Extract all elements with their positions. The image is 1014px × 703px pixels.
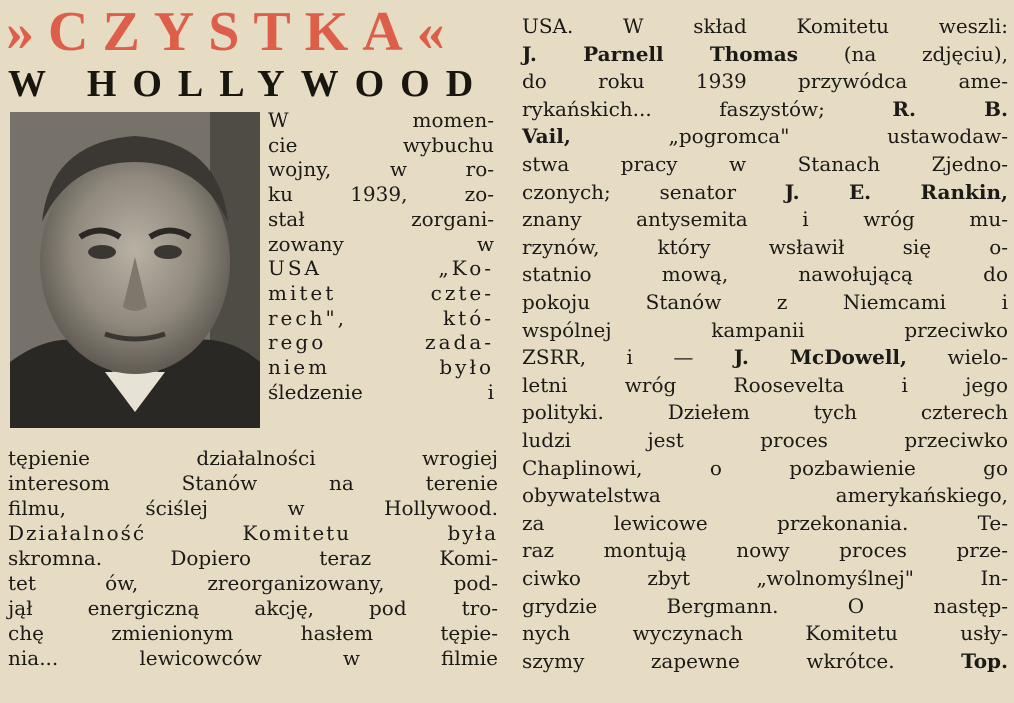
text-segment: letni wróg Roosevelta i jego bbox=[522, 372, 1008, 397]
subheadline: W HOLLYWOOD bbox=[8, 63, 490, 105]
left-line: nia... lewicowców w filmie bbox=[8, 646, 498, 670]
text-segment: szymy zapewne wkrótce. bbox=[522, 648, 962, 673]
text-segment: polityki. Dziełem tych czterech bbox=[522, 400, 1008, 425]
text-segment: obywatelstwa amerykańskiego, bbox=[522, 483, 1008, 508]
right-line bbox=[522, 621, 1008, 645]
right-line bbox=[522, 152, 1008, 176]
right-line bbox=[522, 566, 1008, 590]
text-segment: wspólnej kampanii przeciwko bbox=[522, 317, 1008, 342]
text-segment: raz montują nowy proces prze- bbox=[522, 538, 1008, 563]
text-segment: Chaplinowi, o pozbawienie go bbox=[522, 455, 1008, 480]
text-segment: rzynów, który wsławił się o- bbox=[522, 234, 1008, 259]
narrow-line: wojny, w ro- bbox=[268, 157, 494, 182]
right-line bbox=[522, 97, 1008, 121]
left-line: Działalność Komitetu była bbox=[8, 521, 498, 545]
narrow-line: zowany w bbox=[268, 231, 494, 256]
text-segment: (na zdjęciu), bbox=[798, 41, 1008, 66]
right-line bbox=[522, 345, 1008, 369]
right-line bbox=[522, 290, 1008, 314]
text-segment: USA. W skład Komitetu weszli: bbox=[522, 14, 1008, 38]
narrow-line: cie wybuchu bbox=[268, 132, 494, 157]
text-segment: ciwko zbyt „wolnomyślnej" In- bbox=[522, 566, 1008, 590]
right-line bbox=[522, 180, 1008, 204]
text-segment: statnio mową, nawołującą do bbox=[522, 262, 1008, 287]
right-line bbox=[522, 428, 1008, 452]
text-segment: nych wyczynach Komitetu usły- bbox=[522, 621, 1008, 646]
text-segment: grydzie Bergmann. O następ- bbox=[522, 593, 1008, 618]
right-line bbox=[522, 483, 1008, 507]
left-line: jął energiczną akcję, pod tro- bbox=[8, 596, 498, 620]
text-segment: „pogromca" ustawodaw- bbox=[570, 124, 1008, 149]
right-line bbox=[522, 14, 1008, 38]
narrow-line: USA „Ko- bbox=[268, 256, 494, 281]
text-segment: czonych; senator bbox=[522, 179, 785, 204]
narrow-line: W momen- bbox=[268, 108, 494, 132]
text-segment: ZSRR, i — bbox=[522, 345, 734, 370]
right-line bbox=[522, 400, 1008, 424]
bold-name: Vail, bbox=[522, 124, 571, 149]
narrow-line: rego zada- bbox=[268, 330, 494, 355]
right-line bbox=[522, 235, 1008, 259]
headline: »CZYSTKA« bbox=[6, 1, 459, 63]
narrow-line: ku 1939, zo- bbox=[268, 182, 494, 207]
narrow-line: mitet czte- bbox=[268, 280, 494, 305]
right-line bbox=[522, 511, 1008, 535]
bold-name: R. B. bbox=[892, 96, 1008, 121]
text-segment: pokoju Stanów z Niemcami i bbox=[522, 290, 1008, 314]
portrait-photo-icon bbox=[10, 112, 260, 428]
left-line: interesom Stanów na terenie bbox=[8, 471, 498, 495]
right-line bbox=[522, 207, 1008, 231]
text-segment: do roku 1939 przywódca ame- bbox=[522, 69, 1008, 94]
right-line bbox=[522, 124, 1008, 148]
right-line bbox=[522, 262, 1008, 286]
narrow-line: stał zorgani- bbox=[268, 206, 494, 231]
text-segment: za lewicowe przekonania. Te- bbox=[522, 510, 1008, 535]
right-line bbox=[522, 69, 1008, 93]
bold-name: Top. bbox=[961, 648, 1008, 673]
bold-name: J. Parnell Thomas bbox=[522, 41, 799, 66]
left-line: tet ów, zreorganizowany, pod- bbox=[8, 571, 498, 595]
left-line: chę zmienionym hasłem tępie- bbox=[8, 621, 498, 645]
left-line: skromna. Dopiero teraz Komi- bbox=[8, 546, 498, 570]
text-segment: stwa pracy w Stanach Zjedno- bbox=[522, 152, 1008, 176]
right-line bbox=[522, 649, 1008, 673]
text-segment: ludzi jest proces przeciwko bbox=[522, 428, 1008, 452]
right-line bbox=[522, 456, 1008, 480]
right-line bbox=[522, 538, 1008, 562]
text-segment: rykańskich... faszystów; bbox=[522, 96, 893, 121]
left-line: filmu, ściślej w Hollywood. bbox=[8, 496, 498, 520]
narrow-line: niem było bbox=[268, 355, 494, 379]
narrow-line: śledzenie i bbox=[268, 379, 494, 404]
bold-name: J. McDowell, bbox=[733, 345, 907, 370]
right-line bbox=[522, 594, 1008, 618]
left-line: tępienie działalności wrogiej bbox=[8, 446, 498, 470]
narrow-line: rech", któ- bbox=[268, 305, 494, 330]
right-line bbox=[522, 42, 1008, 66]
bold-name: J. E. Rankin, bbox=[784, 179, 1008, 204]
text-segment: znany antysemita i wróg mu- bbox=[522, 207, 1008, 232]
right-line bbox=[522, 318, 1008, 342]
right-line bbox=[522, 373, 1008, 397]
text-segment: wielo- bbox=[906, 345, 1009, 370]
